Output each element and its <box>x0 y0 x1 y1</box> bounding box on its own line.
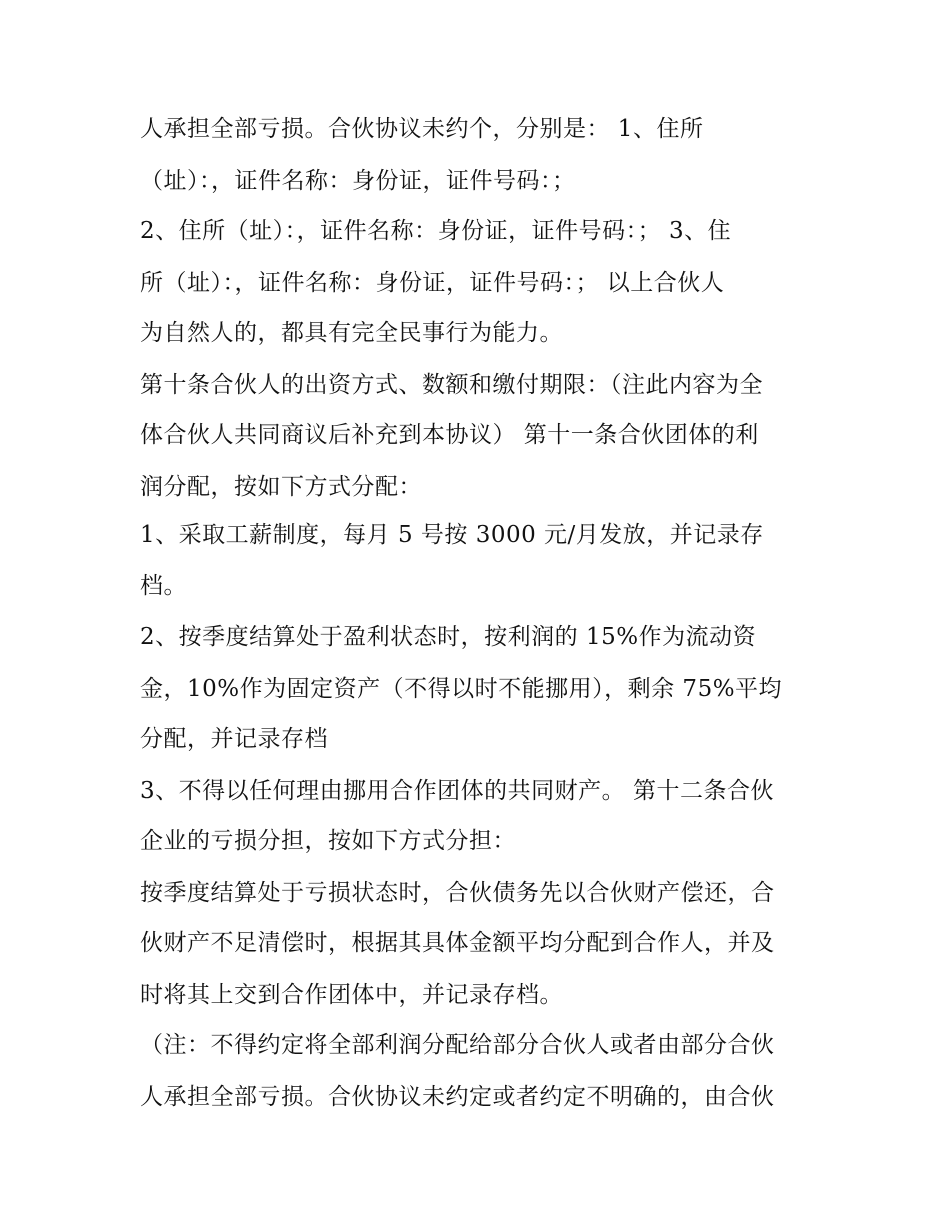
text-line-20: 人承担全部亏损。合伙协议未约定或者约定不明确的，由合伙 <box>140 1084 775 1110</box>
text-line-10: 档。 <box>140 573 187 599</box>
text-line-6: 第十条合伙人的出资方式、数额和缴付期限：（注此内容为全 <box>140 372 763 398</box>
text-line-8: 润分配，按如下方式分配： <box>140 474 422 500</box>
text-line-12: 金，10%作为固定资产（不得以时不能挪用），剩余 75%平均 <box>140 676 783 702</box>
text-line-3: 2、住所（址）：，证件名称：身份证，证件号码：； 3、住 <box>140 218 732 244</box>
text-line-4: 所（址）：，证件名称：身份证，证件号码：； 以上合伙人 <box>140 270 725 296</box>
text-line-2: （址）：，证件名称：身份证，证件号码：； <box>140 168 576 194</box>
text-line-15: 企业的亏损分担，按如下方式分担： <box>140 828 516 854</box>
text-line-17: 伙财产不足清偿时，根据其具体金额平均分配到合作人，并及 <box>140 930 775 956</box>
text-line-7: 体合伙人共同商议后补充到本协议） 第十一条合伙团体的利 <box>140 422 759 448</box>
text-line-1: 人承担全部亏损。合伙协议未约个，分别是： 1、住所 <box>140 116 704 142</box>
text-line-14: 3、不得以任何理由挪用合作团体的共同财产。 第十二条合伙 <box>140 778 774 804</box>
text-line-18: 时将其上交到合作团体中，并记录存档。 <box>140 982 563 1008</box>
text-line-5: 为自然人的，都具有完全民事行为能力。 <box>140 320 563 346</box>
text-line-13: 分配，并记录存档 <box>140 726 328 752</box>
text-line-9: 1、采取工薪制度，每月 5 号按 3000 元/月发放，并记录存 <box>140 522 764 548</box>
text-line-11: 2、按季度结算处于盈利状态时，按利润的 15%作为流动资 <box>140 624 757 650</box>
text-line-19: （注：不得约定将全部利润分配给部分合伙人或者由部分合伙 <box>140 1032 775 1058</box>
text-line-16: 按季度结算处于亏损状态时，合伙债务先以合伙财产偿还，合 <box>140 880 775 906</box>
